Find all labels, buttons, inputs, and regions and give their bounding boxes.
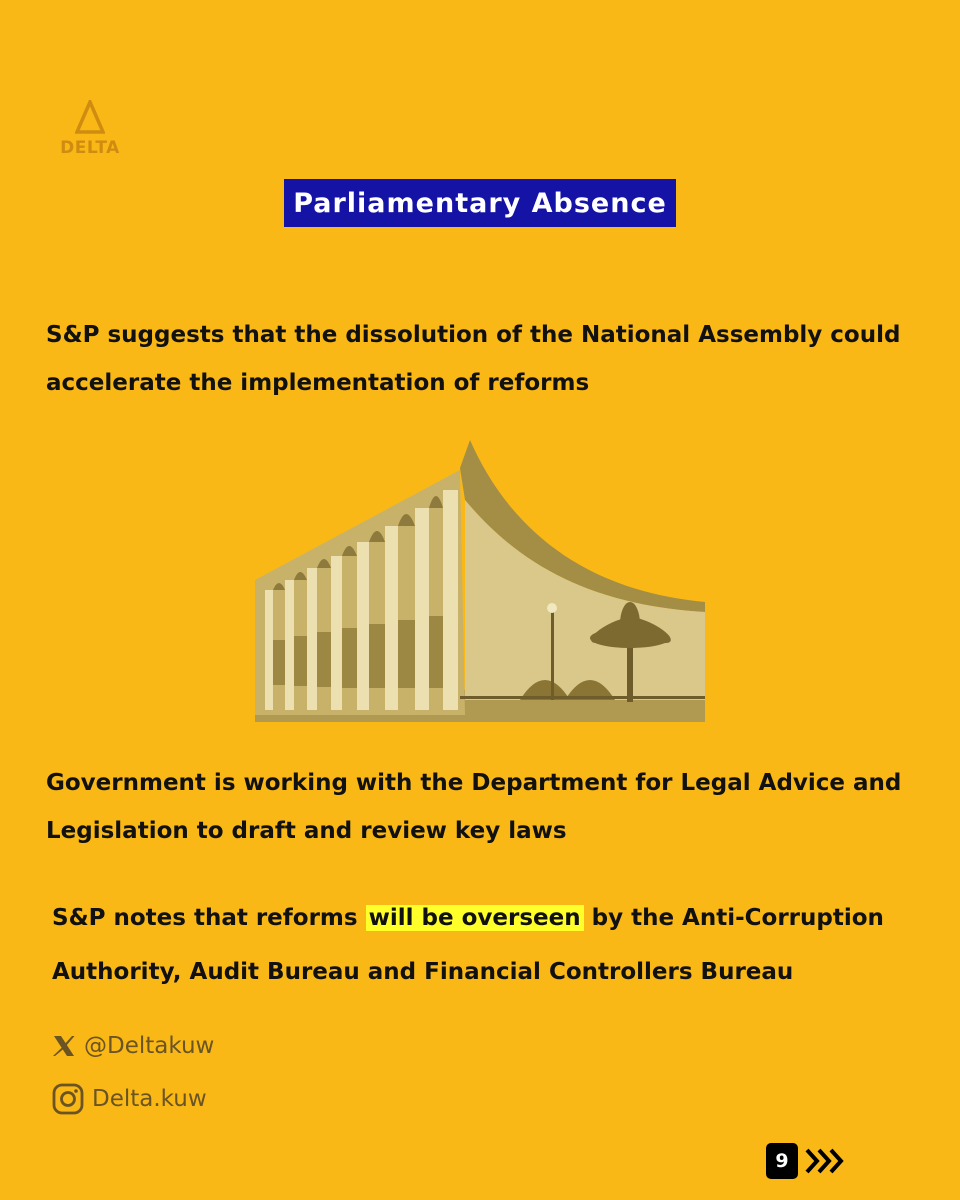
instagram-icon [52,1083,84,1115]
next-page-arrows-icon[interactable] [805,1147,845,1175]
page-number-badge: 9 [766,1143,798,1179]
national-assembly-building-image [255,440,705,722]
brand-name: DELTA [60,138,120,158]
page-title: Parliamentary Absence [284,179,676,227]
x-logo-icon [52,1035,76,1057]
brand-logo [58,100,122,158]
social-instagram-handle[interactable] [52,1083,207,1115]
paragraph-legal-advice: Government is working with the Department for Legal Advice and Legislation to draft and review key laws [46,770,902,844]
x-handle-text: @Deltakuw [84,1033,215,1059]
paragraph-oversight-lead: S&P notes that reforms [52,905,366,931]
instagram-handle-text: Delta.kuw [92,1086,207,1112]
highlighted-phrase: will be overseen [366,905,584,931]
delta-triangle-icon [75,100,105,134]
social-x-handle[interactable] [52,1033,214,1059]
paragraph-dissolution: S&P suggests that the dissolution of the National Assembly could accelerate the implementation of reforms [46,322,901,396]
paragraph-oversight-tail: by the Anti-Corruption Authority, Audit Bureau and Financial Controllers Bureau [52,905,884,985]
paragraph-oversight [52,891,932,999]
